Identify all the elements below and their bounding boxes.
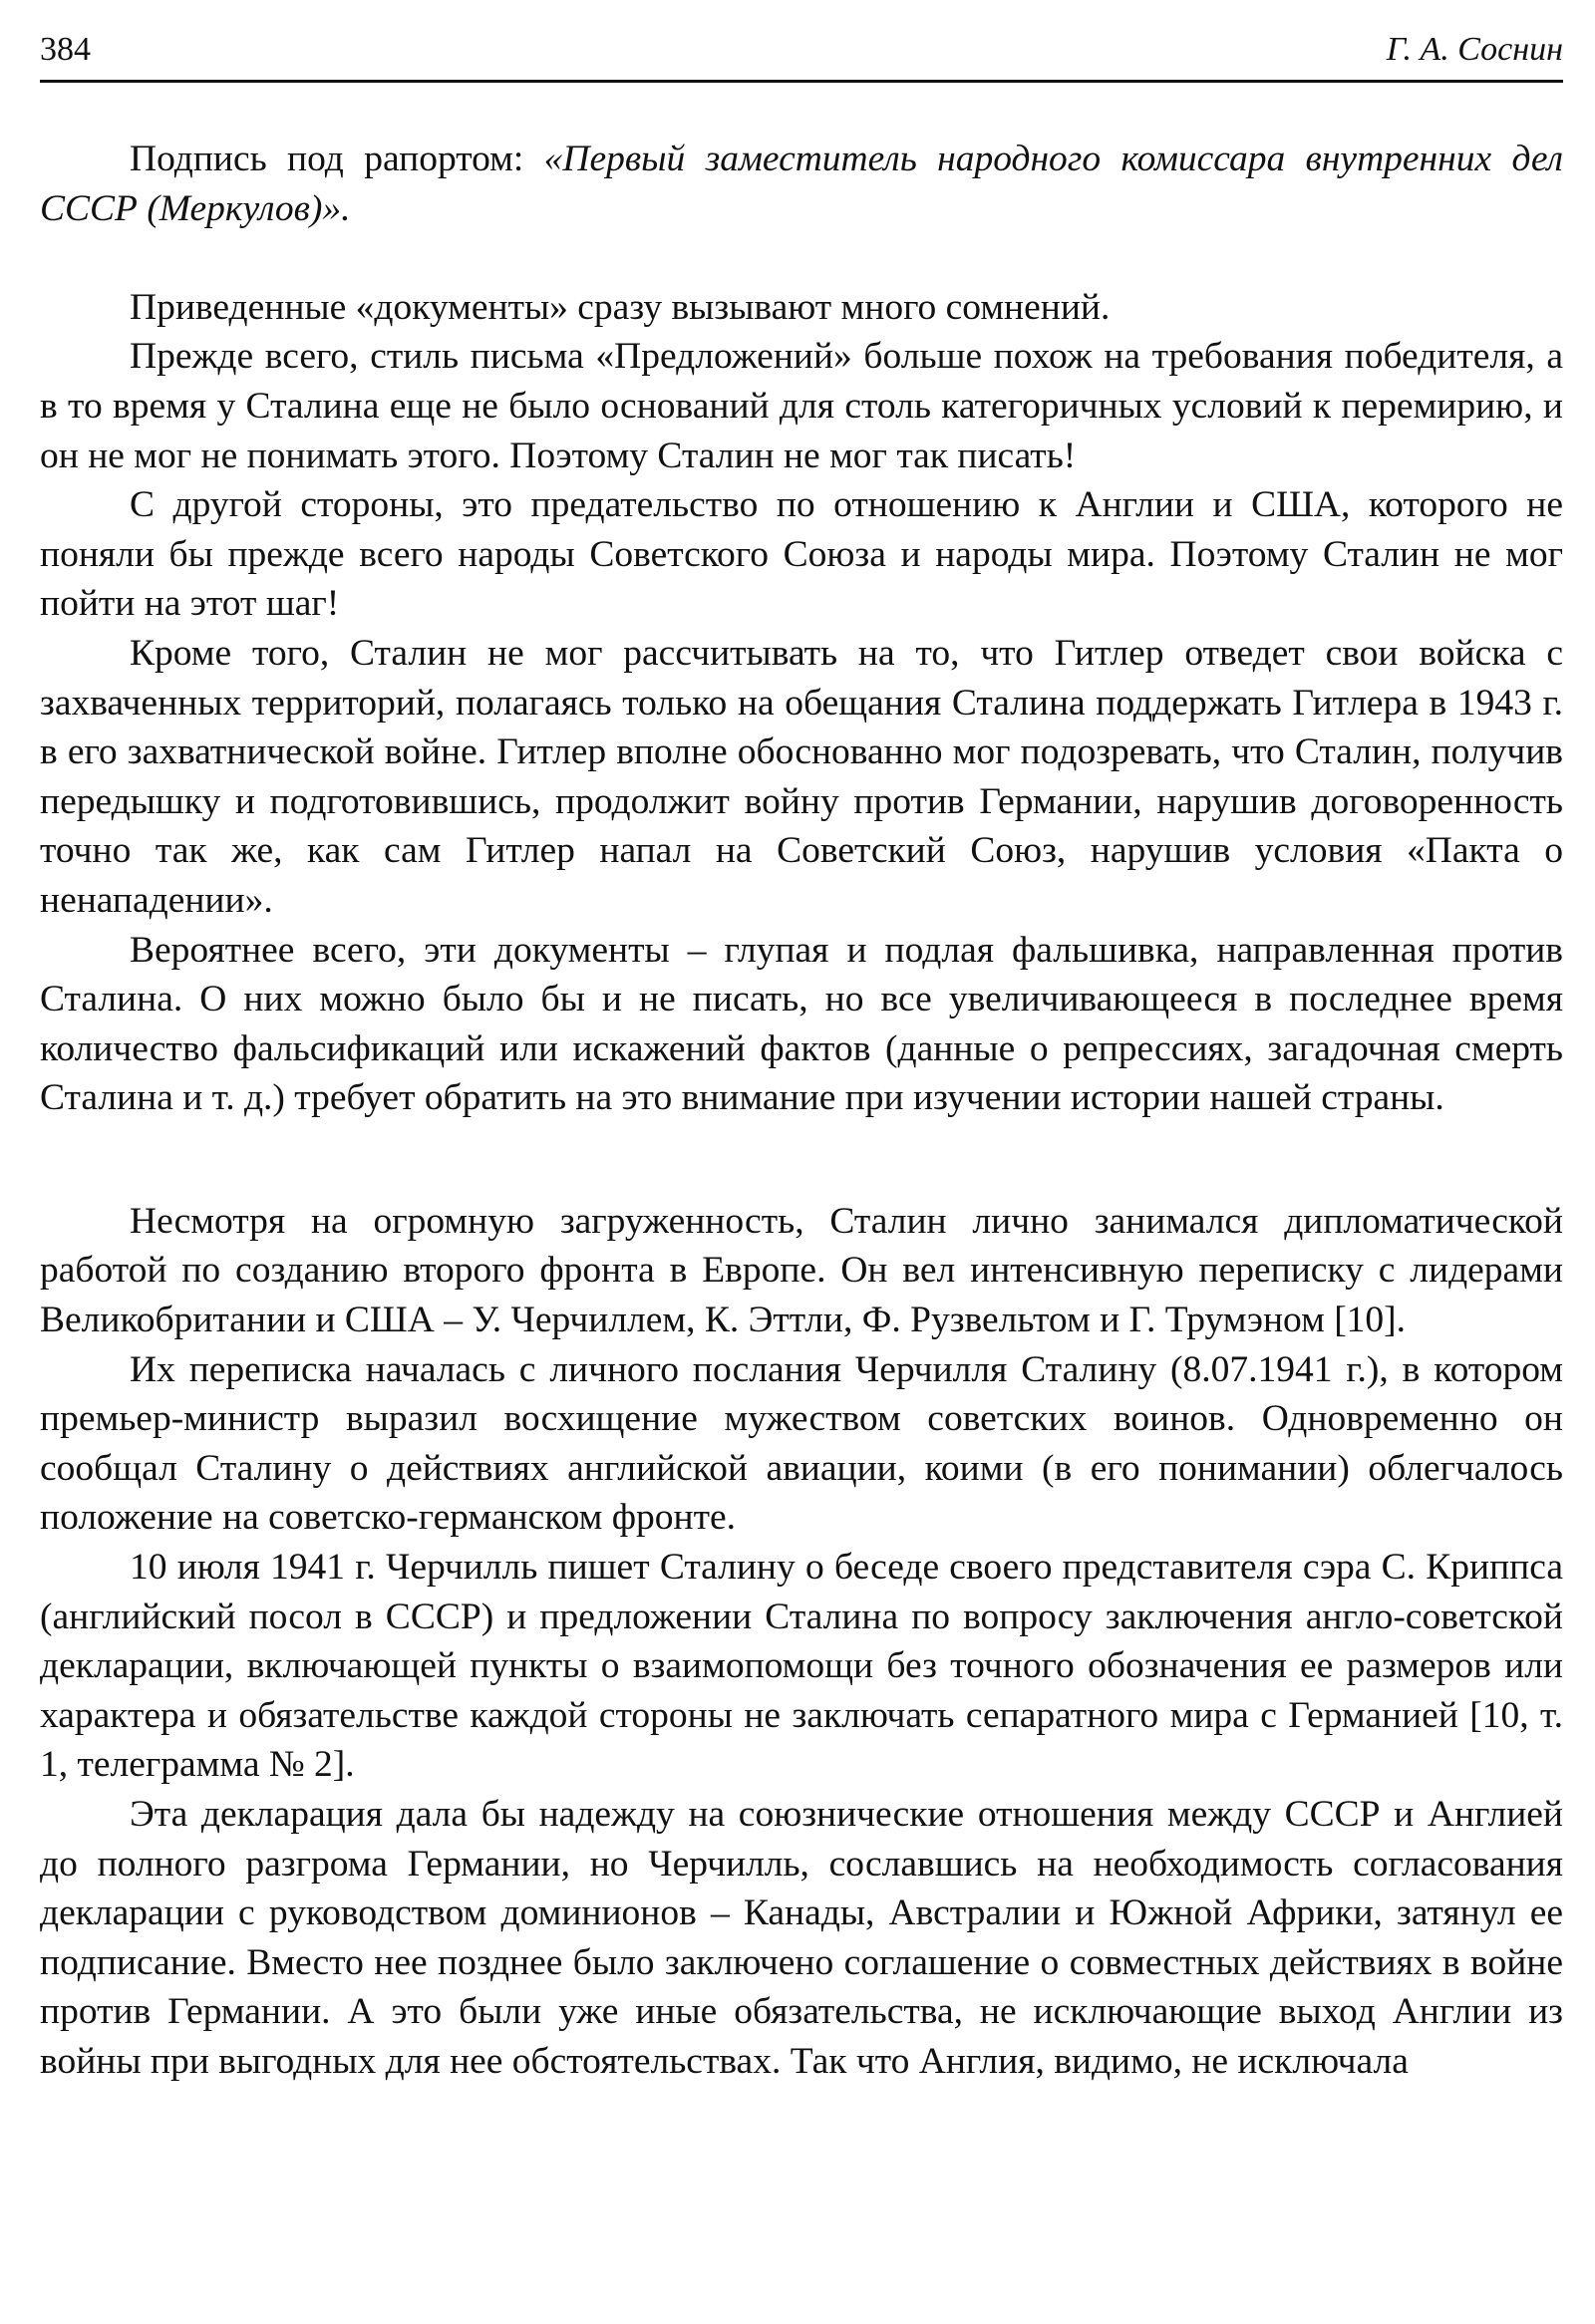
paragraph: С другой стороны, это предательство по отношению к Англии и США, которого не поняли бы прежде всего народы Советского Союза и народы мира. Поэтому Сталин не мог пойти на этот шаг! [40, 484, 1563, 625]
body-text [40, 135, 1563, 2087]
header-rule [40, 80, 1563, 83]
paragraph: Их переписка началась с личного послания Черчилля Сталину (8.07.1941 г.), в котором премьер-министр выразил восхищение мужеством советских воинов. Одновременно он сообщал Сталину о действиях английской авиации, коими (в его понимании) облегчалось положение на советско-германском фронте. [40, 1348, 1563, 1539]
paragraph: Вероятнее всего, эти документы – глупая и подлая фальшивка, направленная против Сталина. О них можно было бы и не писать, но все увеличивающееся в последнее время количество фальсификаций или искажений фактов (данные о репрессиях, загадочная смерть Сталина и т. д.) требует обратить на это внимание при изучении истории нашей страны. [40, 929, 1563, 1119]
paragraph: Приведенные «документы» сразу вызывают много сомнений. [130, 286, 1111, 328]
paragraph: 10 июля 1941 г. Черчилль пишет Сталину о беседе своего представителя сэра С. Криппса (английский посол в СССР) и предложении Сталина по вопросу заключения англо-советской декларации, включающей пункты о взаимопомощи без точного обозначения ее размеров или характера и обязательстве каждой стороны не заключать сепаратного мира с Германией [10, т. 1, телеграмма № 2]. [40, 1547, 1563, 1786]
signature-quote: «Первый заместитель народного комиссара внутренних дел СССР (Меркулов)». [40, 139, 1563, 229]
signature-lead: Подпись под рапортом: [130, 139, 544, 179]
book-page [40, 22, 1563, 2304]
paragraph: Эта декларация дала бы надежду на союзнические отношения между СССР и Англией до полного разгрома Германии, но Черчилль, сославшись на необходимость согласования декларации с руководством доминионов – Канады, Австралии и Южной Африки, затянул ее подписание. Вместо нее позднее было заключено соглашение о совместных действиях в войне против Германии. А это были уже иные обязательства, не исключающие выход Англии из войны при выгодных для нее обстоятельствах. Так что Англия, видимо, не исключала [40, 1794, 1563, 2082]
paragraph: Прежде всего, стиль письма «Предложений» больше похож на требования победителя, а в то время у Сталина еще не было оснований для столь категоричных условий к перемирию, и он не мог не понимать этого. Поэтому Сталин не мог так писать! [40, 336, 1563, 476]
paragraph: Кроме того, Сталин не мог рассчитывать на то, что Гитлер отведет свои войска с захваченных территорий, полагаясь только на обещания Сталина поддержать Гитлера в 1943 г. в его захватнической войне. Гитлер вполне обоснованно мог подозревать, что Сталин, получив передышку и подготовившись, продолжит войну против Германии, нарушив договоренность точно так же, как сам Гитлер напал на Советский Союз, нарушив условия «Пакта о ненападении». [40, 632, 1563, 921]
page-number: 384 [40, 31, 91, 68]
running-header [40, 22, 1563, 78]
paragraph-signature [40, 135, 1563, 233]
running-head-author: Г. А. Соснин [1386, 31, 1563, 68]
paragraph: Несмотря на огромную загруженность, Сталин лично занимался дипломатической работой по созданию второго фронта в Европе. Он вел интенсивную переписку с лидерами Великобритании и США – У. Черчиллем, К. Эттли, Ф. Рузвельтом и Г. Трумэном [10]. [40, 1200, 1563, 1341]
